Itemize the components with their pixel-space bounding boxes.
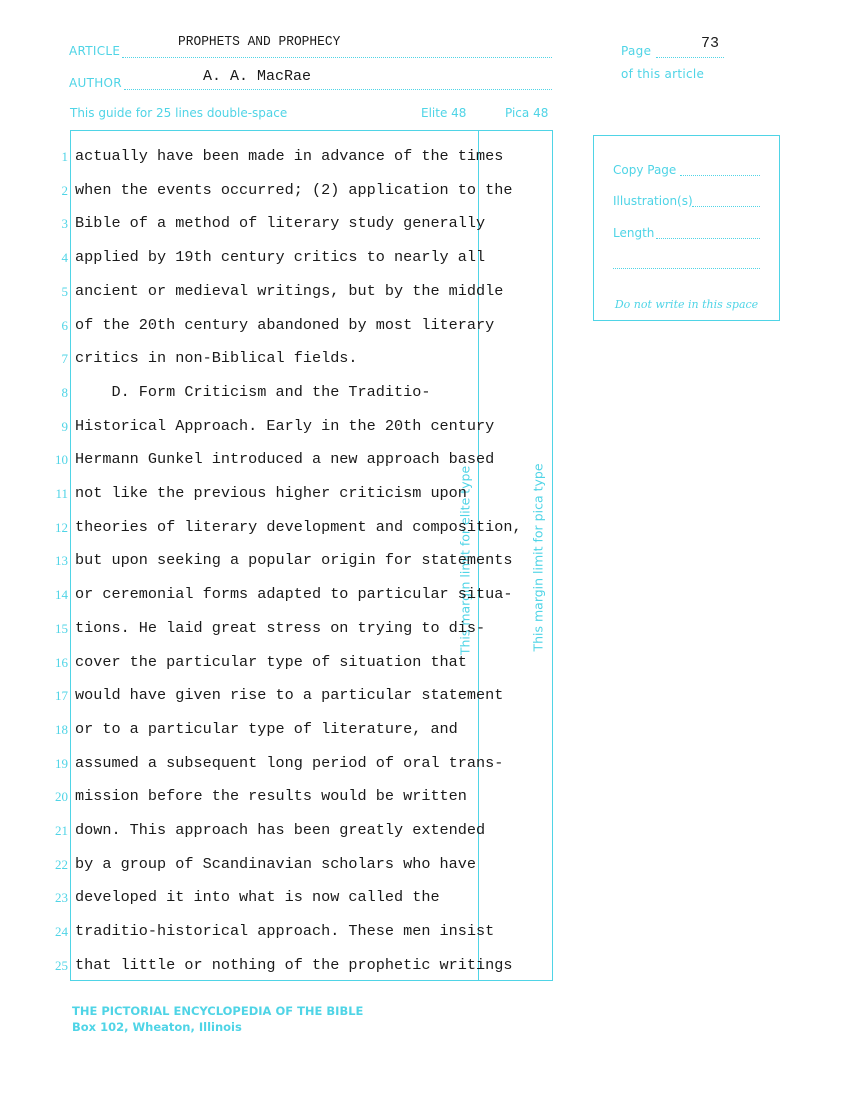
line-number: 10 [55,452,68,468]
page-number: 73 [701,35,720,52]
do-not-write-note: Do not write in this space [614,298,759,311]
page-underline [656,57,724,58]
typed-line: tions. He laid great stress on trying to dis- [75,618,486,637]
line-number: 6 [61,317,68,333]
typed-line: Bible of a method of literary study generally [75,214,486,233]
line-number: 12 [55,519,68,535]
pica-label: Pica 48 [505,106,549,120]
elite-margin-label: This margin limit for elite type [457,465,473,656]
line-number: 5 [61,283,68,299]
typed-line: Hermann Gunkel introduced a new approach based [75,450,495,469]
line-number: 21 [55,823,68,838]
elite-label: Elite 48 [421,106,467,120]
typed-line: or ceremonial forms adapted to particular situa- [75,585,513,604]
line-number: 9 [61,418,68,434]
page-label: Page [621,44,652,58]
author-name: A. A. MacRae [203,68,312,85]
typed-line: cover the particular type of situation that [75,652,467,671]
of-this-article-label: of this article [621,67,705,81]
typed-line: assumed a subsequent long period of oral trans- [75,753,504,772]
typed-line: would have given rise to a particular statement [75,686,504,705]
line-number: 20 [55,789,68,805]
line-number: 24 [55,924,68,940]
typed-line: Historical Approach. Early in the 20th century [75,416,495,435]
typed-line: when the events occurred; (2) application to the [75,180,513,199]
typed-line: that little or nothing of the prophetic writings [75,955,513,974]
typed-line: critics in non-Biblical fields. [75,349,358,368]
line-number: 8 [61,384,68,400]
illustrations-underline [692,206,760,207]
line-number: 25 [55,957,68,973]
author-underline [124,89,552,90]
author-label: AUTHOR [69,76,122,90]
article-underline [122,57,552,58]
line-number: 15 [55,620,68,636]
typed-line: traditio-historical approach. These men insist [75,922,495,941]
copy-page-label: Copy Page [613,163,677,177]
blank-underline [613,268,760,269]
typed-line: mission before the results would be written [75,787,467,806]
typed-line: ancient or medieval writings, but by the middle [75,281,504,300]
line-number: 7 [61,351,68,367]
line-number: 23 [55,890,68,906]
guide-instruction: This guide for 25 lines double-space [70,106,288,120]
line-number: 19 [55,755,68,771]
line-number: 14 [55,587,68,603]
illustrations-label: Illustration(s) [613,194,693,208]
typed-line: down. This approach has been greatly extended [75,821,486,839]
line-number: 3 [61,216,68,232]
line-number: 16 [55,654,68,670]
line-number: 17 [55,688,68,704]
typed-line: not like the previous higher criticism upon [75,484,467,502]
line-number: 11 [55,486,68,501]
typed-line: actually have been made in advance of the times [75,147,504,165]
pica-margin-label: This margin limit for pica type [530,463,546,652]
typed-line: theories of literary development and composition, [75,517,522,536]
line-number: 13 [55,553,68,569]
typed-line: applied by 19th century critics to nearly all [75,248,486,267]
copy-page-underline [680,175,760,176]
line-number: 2 [61,182,68,198]
typed-line: by a group of Scandinavian scholars who have [75,854,477,873]
typed-line: but upon seeking a popular origin for statements [75,551,513,570]
article-title: PROPHETS AND PROPHECY [178,34,341,50]
publisher-name: THE PICTORIAL ENCYCLOPEDIA OF THE BIBLE [72,1004,364,1018]
length-label: Length [613,226,655,240]
typed-line: or to a particular type of literature, and [75,719,458,738]
length-underline [656,238,760,239]
typed-line: of the 20th century abandoned by most literary [75,315,495,334]
line-number: 1 [61,149,68,164]
line-number: 4 [61,250,68,266]
line-number: 22 [55,856,68,872]
line-number: 18 [55,721,68,737]
typed-line: developed it into what is now called the [75,888,440,907]
publisher-address: Box 102, Wheaton, Illinois [72,1020,242,1034]
typed-line: D. Form Criticism and the Traditio- [75,382,431,401]
article-label: ARTICLE [69,44,121,58]
